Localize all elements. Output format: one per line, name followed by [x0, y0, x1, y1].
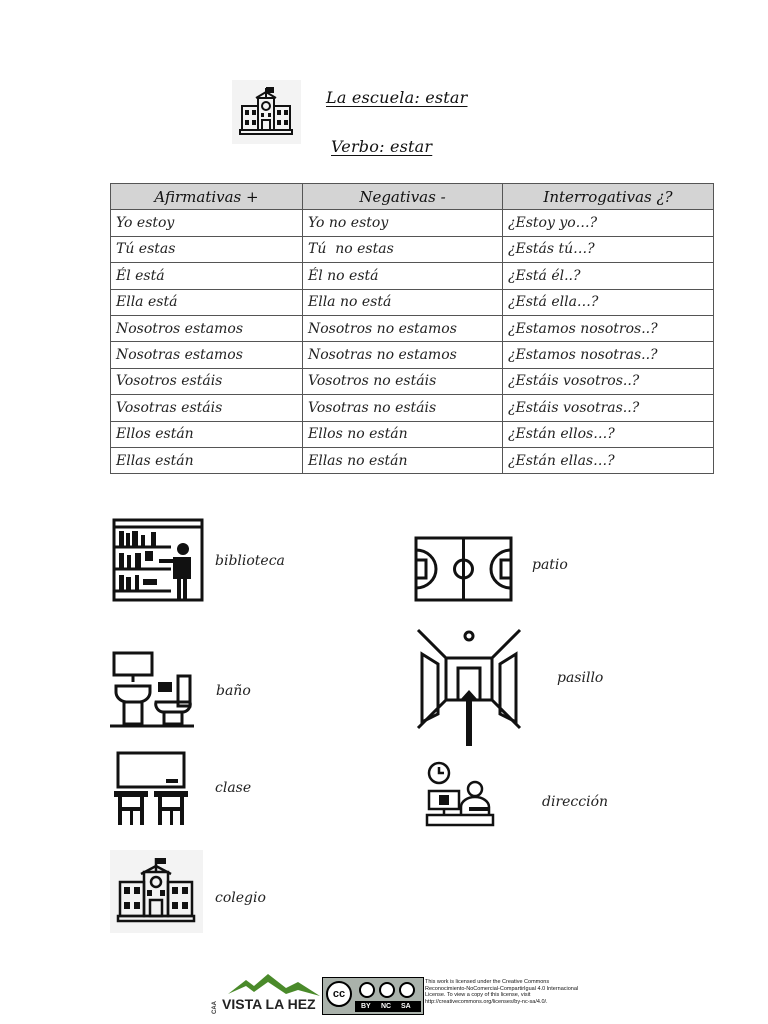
table-cell: ¿Estamos nosotras..?: [503, 342, 714, 368]
table-cell: ¿Están ellos…?: [503, 421, 714, 447]
table-cell: Vosotros no estáis: [303, 368, 503, 394]
table-cell: Nosotros estamos: [111, 315, 303, 341]
page-subtitle: Verbo: estar: [331, 137, 433, 156]
table-cell: Ella no está: [303, 289, 503, 315]
conjugation-table: [110, 183, 714, 474]
table-cell: Ellos están: [111, 421, 303, 447]
table-cell: ¿Están ellas…?: [503, 447, 714, 473]
table-cell: ¿Estoy yo…?: [503, 210, 714, 236]
table-row: [111, 210, 714, 236]
label-bano: baño: [216, 683, 251, 699]
sa-icon: [399, 982, 415, 998]
license-text: [425, 979, 585, 1005]
table-row: [111, 342, 714, 368]
label-patio: patio: [532, 557, 568, 573]
logo-text: VISTA LA HEZ: [222, 996, 316, 1012]
by-icon: [359, 982, 375, 998]
label-biblioteca: biblioteca: [215, 553, 285, 569]
license-line: License. To view a copy of this license, visit: [425, 992, 531, 998]
table-cell: Vosotras estáis: [111, 395, 303, 421]
table-cell: ¿Está él..?: [503, 263, 714, 289]
table-cell: Vosotras no estáis: [303, 395, 503, 421]
bathroom-icon: [110, 650, 194, 728]
table-row: [111, 236, 714, 262]
cc-label-nc: NC: [381, 1003, 392, 1010]
table-cell: ¿Estáis vosotras..?: [503, 395, 714, 421]
table-row: [111, 289, 714, 315]
table-cell: ¿Estamos nosotros..?: [503, 315, 714, 341]
header-negativas: Negativas -: [303, 184, 503, 210]
cc-icon: [326, 981, 352, 1007]
table-cell: Él está: [111, 263, 303, 289]
license-line: Reconocimiento-NoComercial-CompartirIgual 4.0 Internacional: [425, 985, 579, 992]
school-icon: [232, 80, 301, 144]
cc-license-badge: [322, 977, 424, 1015]
header-interrogativas: Interrogativas ¿?: [503, 184, 714, 210]
table-cell: Ellos no están: [303, 421, 503, 447]
cc-label-sa: SA: [401, 1003, 411, 1010]
table-cell: Vosotros estáis: [111, 368, 303, 394]
header-afirmativas: Afirmativas +: [111, 184, 303, 210]
vista-la-hez-logo: [212, 972, 320, 1016]
table-cell: Ellas están: [111, 447, 303, 473]
cc-badge-labels: [355, 1001, 421, 1012]
table-row: [111, 395, 714, 421]
nc-icon: [379, 982, 395, 998]
classroom-icon: [110, 751, 194, 828]
table-cell: Yo no estoy: [303, 210, 503, 236]
table-row: [111, 263, 714, 289]
table-cell: Ella está: [111, 289, 303, 315]
table-cell: Yo estoy: [111, 210, 303, 236]
table-cell: Nosotras estamos: [111, 342, 303, 368]
table-cell: ¿Estás tú…?: [503, 236, 714, 262]
table-cell: Nosotros no estamos: [303, 315, 503, 341]
table-row: [111, 315, 714, 341]
label-colegio: colegio: [215, 890, 266, 906]
table-cell: Él no está: [303, 263, 503, 289]
court-icon: [414, 536, 513, 602]
table-cell: ¿Estáis vosotros..?: [503, 368, 714, 394]
logo-small-text: CAA: [212, 1001, 218, 1014]
mountain-icon: [228, 972, 336, 998]
hallway-icon: [416, 628, 522, 746]
license-line: This work is licensed under the Creative Commons: [425, 979, 550, 985]
label-direccion: dirección: [542, 794, 609, 810]
table-cell: ¿Está ella…?: [503, 289, 714, 315]
office-icon: [425, 761, 495, 827]
label-pasillo: pasillo: [557, 670, 604, 686]
library-icon: [111, 517, 205, 603]
table-cell: Ellas no están: [303, 447, 503, 473]
cc-symbol: cc: [332, 988, 346, 1000]
table-row: [111, 368, 714, 394]
table-cell: Nosotras no estamos: [303, 342, 503, 368]
license-link[interactable]: http://creativecommons.org/licenses/by-nc-sa/4.0/.: [425, 998, 548, 1005]
table-row: [111, 421, 714, 447]
table-header-row: [111, 184, 714, 210]
table-row: [111, 447, 714, 473]
table-cell: Tú estas: [111, 236, 303, 262]
label-clase: clase: [215, 780, 252, 796]
table-cell: Tú no estas: [303, 236, 503, 262]
page-title: La escuela: estar: [326, 88, 468, 107]
cc-label-by: BY: [361, 1003, 371, 1010]
school-building-icon: [110, 850, 203, 933]
